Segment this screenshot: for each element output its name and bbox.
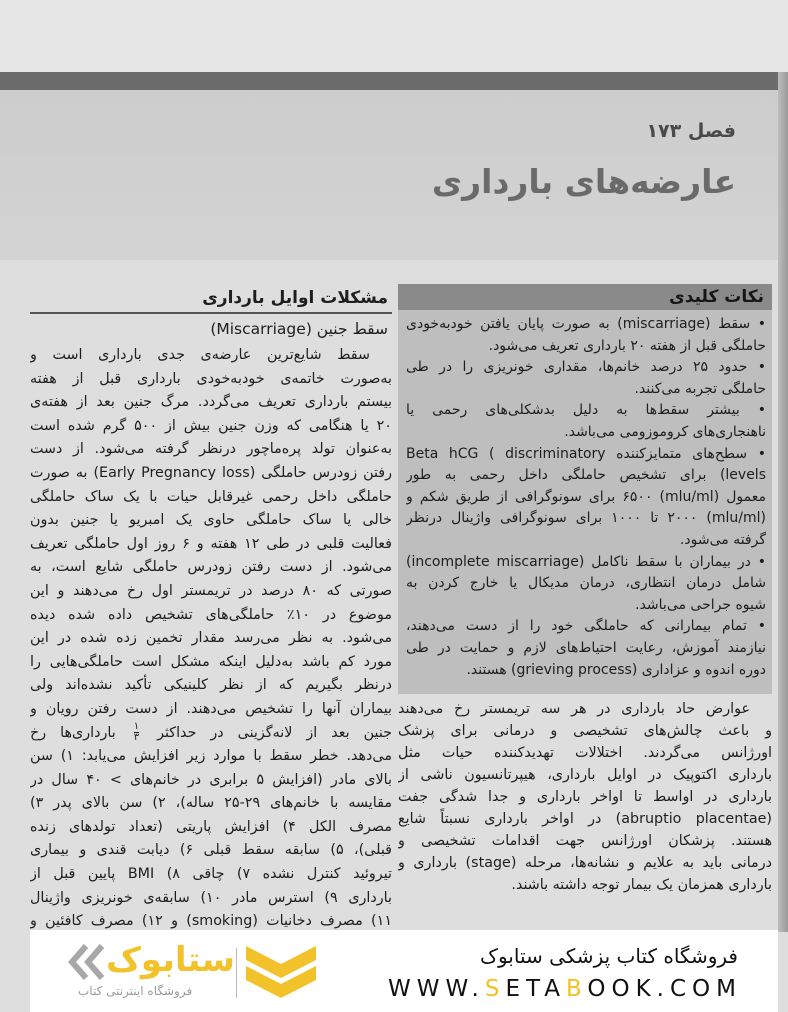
shop-name: فروشگاه کتاب پزشکی ستابوک (480, 944, 738, 968)
text-line: می‌دهد. خطر سقط با موارد زیر افزایش می‌یابد: ۱) سن (30, 748, 392, 765)
key-points-title: نکات کلیدی (398, 284, 772, 310)
url-part: OOK.COM (587, 976, 742, 1002)
key-points-box (398, 284, 772, 694)
logo-divider (236, 948, 237, 998)
text-line: عوارض حاد بارداری در هر سه تریمستر رخ می‌دهند (398, 701, 750, 717)
text-line: levels) برای تشخیص حاملگی داخل رحمی به طور (406, 467, 766, 484)
text-line: ۱۱) مصرف دخانیات (smoking) و ۱۲) مصرف کافئین و (30, 913, 392, 930)
text-line-fraction (30, 722, 392, 746)
text-line: مورد کم باشد به‌دلیل اینکه مشکل است حاملگی‌هایی را (30, 653, 392, 670)
text-line: خالی یا ساک حاملگی حاوی یک امبریو یا جنین بدون (30, 512, 392, 529)
text-line: درمانی باید به علایم و نشانه‌ها، مرحله (stage) بارداری و (398, 855, 772, 871)
fraction-one-third (134, 722, 139, 743)
url-part-accent: B (566, 976, 588, 1002)
fraction-numerator: ۱ (133, 721, 140, 732)
chapter-number: فصل ۱۷۳ (646, 120, 736, 142)
text-line: موضوع در ۱۰٪ حاملگی‌های تشخیص داده شده دیده (30, 606, 392, 623)
text-line: بارداری ۹) استرس مادر ۱۰) سابقه‌ی خونریزی واژینال (30, 889, 392, 906)
text-line: • حدود ۲۵ درصد خانم‌ها، مقداری خونریزی را در طی (406, 359, 766, 376)
chevron-logo-icon (246, 946, 316, 1004)
text-line: معمول (mlu/ml) ۶۵۰۰ برای سونوگرافی از طریق شکم و (406, 488, 766, 505)
logo-arrows-icon (66, 942, 108, 982)
left-column (30, 284, 392, 934)
text-line: • سقط (miscarriage) به صورت پایان یافتن خودبه‌خودی (406, 316, 766, 332)
text-line: بارداری در اواسط تا اواخر بارداری و جدا شدگی جفت (398, 789, 772, 805)
subsection-title: سقط جنین (Miscarriage) (210, 320, 388, 338)
header-band (0, 72, 778, 90)
store-logo[interactable] (66, 940, 326, 1006)
body-text-continued (30, 745, 392, 934)
text-line: درنظر بگیریم که از نظر کلینیکی تأکید نشده‌اند ولی (30, 677, 392, 694)
shop-url[interactable] (388, 976, 742, 1002)
logo-subtitle: فروشگاه اینترنتی کتاب (78, 984, 193, 998)
text-line: (abruptio placentae) در اواخر بارداری نسبتاً شایع (398, 811, 772, 827)
text-line: دوره اندوه و عزاداری (grieving process) هستند. (466, 661, 766, 678)
text-line: فعالیت قلبی در طی ۱۲ هفته و ۶ روز اول حاملگی تعریف (30, 535, 392, 552)
intro-paragraph (398, 698, 772, 896)
logo-word: ستابوک (106, 940, 235, 980)
text-line: حاملگی قبل از هفته ۲۰ بارداری تعریف می‌شود. (488, 337, 766, 354)
text-line: بالای مادر (افزایش ۵ برابری در خانم‌های > ۴۰ سال در (30, 771, 392, 788)
fraction-denominator: ۳ (133, 732, 140, 743)
text-line: اورژانس می‌گردند. اختلالات تهدیدکننده حیات مثل (398, 745, 772, 761)
text-line: • در بیماران با سقط ناکامل (incomplete miscarriage) (406, 553, 766, 570)
text-line: بیستم بارداری تعریف می‌گردد. مرگ جنین بعد از هفته‌ی (30, 394, 392, 411)
key-points-body (398, 310, 772, 681)
text-line: مقایسه با خانم‌های ۲۹-۲۵ ساله)، ۲) سن بالای پدر ۳) (30, 795, 392, 812)
text-line: به‌صورت خاتمه‌ی خودبه‌خودی بارداری قبل از هفته (30, 370, 392, 387)
text-line: نیازمند آموزش، رعایت احتیاط‌های لازم و حمایت در طی (406, 639, 766, 656)
text-line: به‌عنوان تولد پره‌ماچور درنظر گرفته می‌شود. از دست (30, 441, 392, 458)
text-line: تیروئید کنترل نشده ۷) چاقی ۸) BMI پایین قبل از (30, 866, 392, 883)
text-line: حاملگی داخل رحمی غیرقابل حیات با یک ساک حاملگی (30, 488, 392, 505)
text-line: گرفته می‌شود. (679, 531, 766, 548)
text-line: • تمام بیمارانی که حاملگی خود را از دست می‌دهند، (406, 618, 766, 635)
store-banner (30, 930, 778, 1012)
text-line: رفتن زودرس حاملگی (Early Pregnancy loss) به صورت (30, 464, 392, 481)
url-part-accent: S (484, 976, 506, 1002)
text-line: مصرف الکل ۴) افزایش پاریتی (تعداد تولدهای زنده (30, 818, 392, 835)
text-line: و باعث چالش‌های تشخیصی و درمانی برای پزشک (398, 723, 772, 739)
url-part: WWW. (387, 976, 485, 1002)
body-text (30, 344, 392, 722)
text-line: می‌شود. از دست رفتن زودرس حاملگی شایع است، به (30, 559, 392, 576)
page-edge (778, 72, 788, 932)
text-line: • سطح‌های متمایزکننده Beta hCG ( discriminatory (406, 445, 766, 462)
text-line: حاملگی تجربه می‌کنند. (634, 380, 766, 397)
text-line: (mlu/ml) ۲۰۰۰ تا ۱۰۰۰ برای سونوگرافی واژینال درنظر (406, 510, 766, 527)
url-part: ETA (505, 976, 567, 1002)
text-line: بارداری اکتوپیک در اوایل بارداری، هیپرتانسیون ناشی از (398, 767, 772, 783)
text-line: می‌شود. به نظر می‌رسد مقدار تخمین زده شده در این (30, 630, 392, 647)
text-line: ۲۰ یا هنگامی که وزن جنین بیش از ۵۰۰ گرم شده است (30, 417, 392, 434)
chapter-title: عارضه‌های بارداری (431, 162, 736, 201)
text-line: شامل درمان انتظاری، درمان مدیکال یا خارج کردن به (406, 575, 766, 592)
text-line: • بیشتر سقط‌ها به دلیل بدشکلی‌های رحمی یا (406, 402, 766, 419)
fraction-after: بارداری‌ها رخ (30, 724, 116, 741)
fraction-before: جنین بعد از لانه‌گزینی در حداکثر (157, 724, 392, 741)
text-line: بارداری همزمان یک بیمار توجه داشته باشند. (511, 877, 772, 893)
text-line: قبلی)، ۵) سابقه سقط قبلی ۶) دیابت قندی و بیماری (30, 842, 392, 859)
section-title: مشکلات اوایل بارداری (30, 284, 392, 314)
text-line: سقط شایع‌ترین عارضه‌ی جدی بارداری است و (30, 347, 370, 363)
text-line: ناهنجاری‌های کروموزومی می‌باشد. (564, 423, 766, 440)
text-line: هستند. پزشکان اورژانس جهت اقدامات تشخیصی و (398, 833, 772, 849)
page-top-margin (0, 0, 788, 72)
text-line: صورتی که ۸۰ درصد در تریمستر اول رخ می‌دهند و این (30, 582, 392, 599)
text-line: بیماران آنها را تشخیص می‌دهند. از دست رفتن رویان و (30, 700, 392, 717)
text-line: شیوه جراحی می‌باشد. (635, 596, 766, 613)
